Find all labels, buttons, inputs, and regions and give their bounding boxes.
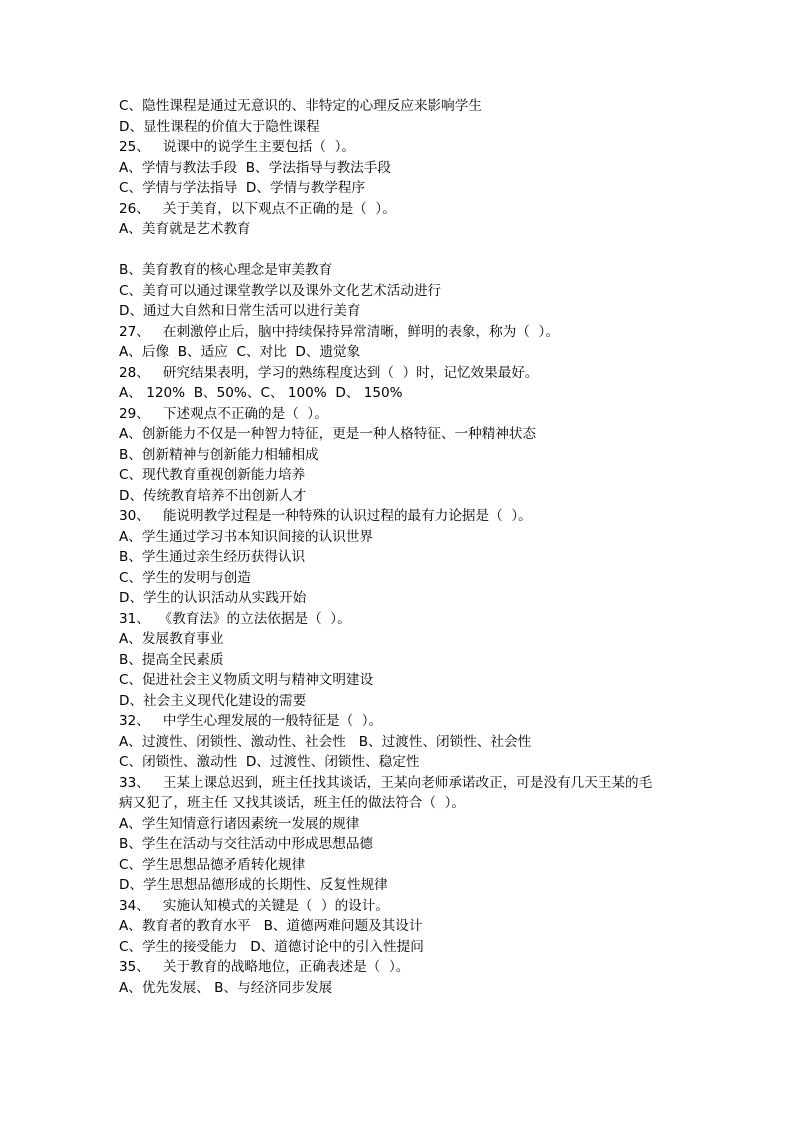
blank-line	[119, 240, 684, 261]
question-27: 27、 在刺激停止后，脑中持续保持异常清晰，鲜明的表象，称为（ ）。	[119, 323, 559, 340]
text-line: B、创新精神与创新能力相辅相成	[119, 446, 319, 463]
text-line: C、隐性课程是通过无意识的、非特定的心理反应来影响学生	[119, 98, 482, 114]
text-line: A、 120% B、50%、C、 100% D、 150%	[119, 385, 403, 401]
text-line: A、学情与教法手段 B、学法指导与教法手段	[119, 159, 391, 176]
text-line: A、过渡性、闭锁性、激动性、社会性 B、过渡性、闭锁性、社会性	[119, 733, 532, 750]
text-line: D、显性课程的价值大于隐性课程	[119, 118, 320, 135]
question-33: 33、 王某上课总迟到，班主任找其谈话，王某向老师承诺改正，可是没有几天王某的毛	[119, 774, 653, 791]
text-line: D、传统教育培养不出创新人才	[119, 487, 307, 504]
text-line: A、学生知情意行诸因素统一发展的规律	[119, 815, 360, 832]
text-line: A、优先发展、 B、与经济同步发展	[119, 979, 333, 996]
question-28: 28、 研究结果表明，学习的熟练程度达到（ ）时，记忆效果最好。	[119, 364, 539, 381]
text-line: B、学生通过亲生经历获得认识	[119, 549, 306, 565]
text-line: A、美育就是艺术教育	[119, 221, 251, 237]
question-32: 32、 中学生心理发展的一般特征是（ ）。	[119, 713, 383, 729]
text-line: C、学生的接受能力 D、道德讨论中的引入性提问	[119, 938, 424, 955]
text-line: B、美育教育的核心理念是审美教育	[119, 262, 333, 278]
text-line: C、美育可以通过课堂教学以及课外文化艺术活动进行	[119, 282, 442, 299]
text-line: C、现代教育重视创新能力培养	[119, 467, 306, 483]
text-line: A、学生通过学习书本知识间接的认识世界	[119, 528, 373, 545]
text-line: D、学生思想品德形成的长期性、反复性规律	[119, 877, 388, 893]
text-line: B、提高全民素质	[119, 651, 224, 668]
question-29: 29、 下述观点不正确的是（ ）。	[119, 405, 328, 422]
text-line: C、学情与学法指导 D、学情与教学程序	[119, 180, 366, 196]
text-line: A、后像 B、适应 C、对比 D、遗觉象	[119, 344, 361, 360]
text-line: D、社会主义现代化建设的需要	[119, 692, 307, 709]
question-34: 34、 实施认知模式的关键是（ ）的设计。	[119, 897, 389, 914]
question-35: 35、 关于教育的战略地位，正确表述是（ ）。	[119, 959, 410, 975]
question-31: 31、 《教育法》的立法依据是（ ）。	[119, 610, 351, 627]
question-30: 30、 能说明教学过程是一种特殊的认识过程的最有力论据是（ ）。	[119, 508, 532, 524]
text-line: A、教育者的教育水平 B、道德两难问题及其设计	[119, 918, 423, 934]
text-line: D、学生的认识活动从实践开始	[119, 590, 307, 606]
text-line: C、促进社会主义物质文明与精神文明建设	[119, 672, 374, 688]
text-line: C、学生思想品德矛盾转化规律	[119, 856, 306, 873]
text-line: C、学生的发明与创造	[119, 569, 251, 586]
text-line: D、通过大自然和日常生活可以进行美育	[119, 303, 361, 319]
text-line: B、学生在活动与交往活动中形成思想品德	[119, 836, 374, 852]
text-line: 病又犯了，班主任 又找其谈话，班主任的做法符合（ ）。	[119, 795, 466, 811]
text-line: A、创新能力不仅是一种智力特征，更是一种人格特征、一种精神状态	[119, 426, 537, 442]
text-line: A、发展教育事业	[119, 631, 224, 647]
question-26: 26、 关于美育，以下观点不正确的是（ ）。	[119, 200, 396, 217]
document-body	[119, 96, 684, 998]
text-line: C、闭锁性、激动性 D、过渡性、闭锁性、稳定性	[119, 754, 420, 770]
question-25: 25、 说课中的说学生主要包括（ ）。	[119, 139, 356, 155]
